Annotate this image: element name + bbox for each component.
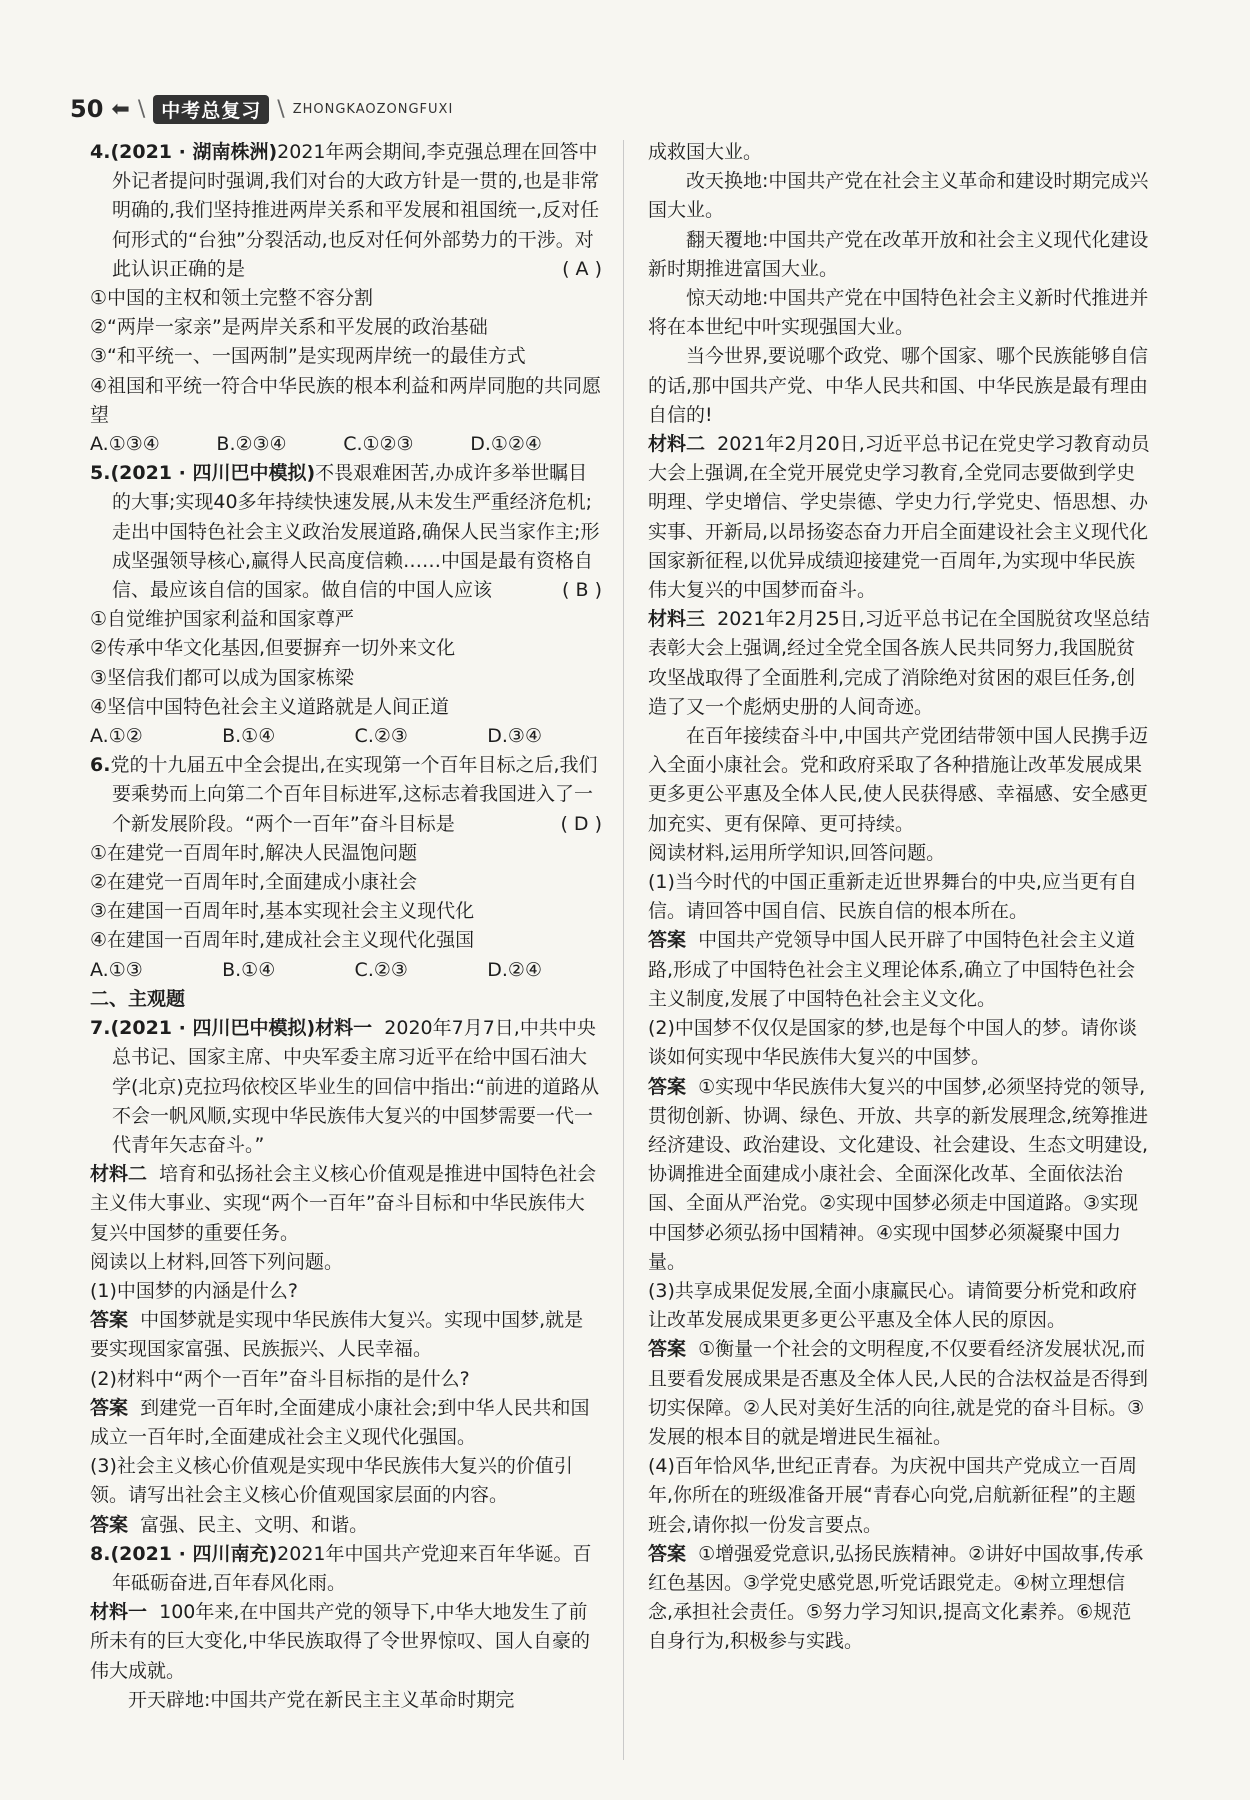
material-text: 开天辟地:中国共产党在新民主主义革命时期完 bbox=[128, 1688, 515, 1711]
page-number: 50 bbox=[70, 95, 104, 123]
option: ③“和平统一、一国两制”是实现两岸统一的最佳方式 bbox=[90, 345, 526, 368]
answer: 答案 ①增强爱党意识,弘扬民族精神。②讲好中国故事,传承红色基因。③学党史感党恩,听党话跟党走。④树立理想信念,承担社会责任。⑤努力学习知识,提高文化素养。⑥规范自身行为,积极参与实践。 bbox=[648, 1542, 1144, 1653]
question-6: 6.党的十九届五中全会提出,在实现第一个百年目标之后,我们要乘势而上向第二个百年目标进军,这标志着我国进入了一个新发展阶段。“两个一百年”奋斗目标是 ( D ) bbox=[90, 751, 602, 839]
answer: 答案 富强、民主、文明、和谐。 bbox=[90, 1513, 369, 1536]
question-7: 7.(2021 · 四川巴中模拟)材料一 2020年7月7日,中共中央总书记、国家主席、中央军委主席习近平在给中国石油大学(北京)克拉玛依校区毕业生的回信中指出:“前进的道路从不会一帆风顺,实现中华民族伟大复兴的中国梦需要一代一代青年矢志奋斗。” bbox=[90, 1017, 600, 1156]
page-header bbox=[70, 92, 453, 126]
sub-question: (3)共享成果促发展,全面小康赢民心。请简要分析党和政府让改革发展成果更多更公平惠及全体人民的原因。 bbox=[648, 1279, 1137, 1332]
sub-question: (2)中国梦不仅仅是国家的梦,也是每个中国人的梦。请你谈谈如何实现中华民族伟大复兴的中国梦。 bbox=[648, 1017, 1137, 1069]
material-3: 材料三 2021年2月25日,习近平总书记在全国脱贫攻坚总结表彰大会上强调,经过全党全国各族人民共同努力,我国脱贫攻坚战取得了全面胜利,完成了消除绝对贫困的艰巨任务,创造了又一个彪炳史册的人间奇迹。 bbox=[648, 608, 1150, 718]
section-heading: 二、主观题 bbox=[90, 987, 186, 1010]
column-divider bbox=[623, 140, 624, 1760]
right-column bbox=[648, 138, 1150, 1657]
answer-choice: ( A ) bbox=[562, 257, 602, 280]
prompt: 阅读材料,运用所学知识,回答问题。 bbox=[648, 841, 946, 864]
material-text: 成救国大业。 bbox=[648, 141, 763, 163]
question-8: 8.(2021 · 四川南充)2021年中国共产党迎来百年华诞。百年砥砺奋进,百年春风化雨。 bbox=[90, 1542, 592, 1594]
option: ①自觉维护国家利益和国家尊严 bbox=[90, 608, 355, 631]
answer-choice: ( B ) bbox=[562, 579, 602, 602]
sub-question: (1)中国梦的内涵是什么? bbox=[90, 1279, 298, 1302]
slash-divider: \ bbox=[277, 96, 285, 122]
sub-question: (1)当今时代的中国正重新走近世界舞台的中央,应当更有自信。请回答中国自信、民族自信的根本所在。 bbox=[648, 871, 1137, 923]
material-text: 当今世界,要说哪个政党、哪个国家、哪个民族能够自信的话,那中国共产党、中华人民共和国、中华民族是最有理由自信的! bbox=[648, 345, 1149, 426]
option: ③坚信我们都可以成为国家栋梁 bbox=[90, 666, 355, 689]
option: ②“两岸一家亲”是两岸关系和平发展的政治基础 bbox=[90, 316, 488, 339]
arrow-left-icon: ⬅ bbox=[111, 96, 130, 122]
sub-question: (3)社会主义核心价值观是实现中华民族伟大复兴的价值引领。请写出社会主义核心价值观国家层面的内容。 bbox=[90, 1455, 573, 1507]
material-text: 惊天动地:中国共产党在中国特色社会主义新时代推进并将在本世纪中叶实现强国大业。 bbox=[648, 287, 1149, 339]
option: ④在建国一百周年时,建成社会主义现代化强国 bbox=[90, 929, 475, 952]
option: ②传承中华文化基因,但要摒弃一切外来文化 bbox=[90, 637, 456, 660]
material-text: 在百年接续奋斗中,中国共产党团结带领中国人民携手迈入全面小康社会。党和政府采取了各种措施让改革发展成果更多更公平惠及全体人民,使人民获得感、幸福感、安全感更加充实、更有保障、更可持续。 bbox=[648, 725, 1149, 835]
question-4: 4.(2021 · 湖南株洲)2021年两会期间,李克强总理在回答中外记者提问时强调,我们对台的大政方针是一贯的,也是非常明确的,我们坚持推进两岸关系和平发展和祖国统一,反对任何形式的“台独”分裂活动,也反对任何外部势力的干涉。对此认识正确的是 ( A ) bbox=[90, 138, 602, 284]
sub-question: (4)百年恰风华,世纪正青春。为庆祝中国共产党成立一百周年,你所在的班级准备开展“青春心向党,启航新征程”的主题班会,请你拟一份发言要点。 bbox=[648, 1455, 1137, 1536]
left-column bbox=[90, 138, 602, 1715]
sub-question: (2)材料中“两个一百年”奋斗目标指的是什么? bbox=[90, 1367, 470, 1390]
slash-divider: \ bbox=[137, 96, 146, 122]
option: ②在建党一百周年时,全面建成小康社会 bbox=[90, 871, 418, 894]
answer: 答案 到建党一百年时,全面建成小康社会;到中华人民共和国成立一百年时,全面建成社会主义现代化强国。 bbox=[90, 1396, 590, 1448]
option: ④祖国和平统一符合中华民族的根本利益和两岸同胞的共同愿望 bbox=[90, 374, 602, 426]
answer: 答案 ①实现中华民族伟大复兴的中国梦,必须坚持党的领导,贯彻创新、协调、绿色、开放、共享的新发展理念,统筹推进经济建设、政治建设、文化建设、社会建设、生态文明建设,协调推进全面建成小康社会、全面深化改革、全面依法治国、全面从严治党。②实现中国梦必须走中国道路。③实现中国梦必须弘扬中国精神。④实现中国梦必须凝聚中国力量。 bbox=[648, 1075, 1149, 1273]
material-text: 改天换地:中国共产党在社会主义革命和建设时期完成兴国大业。 bbox=[648, 170, 1149, 222]
book-title: 中考总复习 bbox=[153, 95, 269, 124]
choices: A.①③④ B.②③④ C.①②③ D.①②④ bbox=[90, 433, 542, 456]
material-2: 材料二 培育和弘扬社会主义核心价值观是推进中国特色社会主义伟大事业、实现“两个一百年”奋斗目标和中华民族伟大复兴中国梦的重要任务。 bbox=[90, 1163, 597, 1244]
option: ③在建国一百周年时,基本实现社会主义现代化 bbox=[90, 900, 475, 923]
material-text: 翻天覆地:中国共产党在改革开放和社会主义现代化建设新时期推进富国大业。 bbox=[648, 228, 1149, 280]
question-5: 5.(2021 · 四川巴中模拟)不畏艰难困苦,办成许多举世瞩目的大事;实现40多年持续快速发展,从未发生严重经济危机;走出中国特色社会主义政治发展道路,确保人民当家作主;形成坚强领导核心,赢得人民高度信赖……中国是最有资格自信、最应该自信的国家。做自信的中国人应该 ( B ) bbox=[90, 459, 602, 605]
option: ④坚信中国特色社会主义道路就是人间正道 bbox=[90, 695, 450, 718]
material-1: 材料一 100年来,在中国共产党的领导下,中华大地发生了前所未有的巨大变化,中华民族取得了令世界惊叹、国人自豪的伟大成就。 bbox=[90, 1601, 591, 1682]
answer: 答案 中国梦就是实现中华民族伟大复兴。实现中国梦,就是要实现国家富强、民族振兴、人民幸福。 bbox=[90, 1309, 584, 1361]
book-title-pinyin: ZHONGKAOZONGFUXI bbox=[292, 101, 454, 117]
answer: 答案 ①衡量一个社会的文明程度,不仅要看经济发展状况,而且要看发展成果是否惠及全体人民,人民的合法权益是否得到切实保障。②人民对美好生活的向往,就是党的奋斗目标。③发展的根本目的就是增进民生福祉。 bbox=[648, 1338, 1149, 1448]
choices: A.①② B.①④ C.②③ D.③④ bbox=[90, 725, 542, 748]
answer-choice: ( D ) bbox=[560, 812, 602, 835]
choices: A.①③ B.①④ C.②③ D.②④ bbox=[90, 958, 542, 981]
answer: 答案 中国共产党领导中国人民开辟了中国特色社会主义道路,形成了中国特色社会主义理论体系,确立了中国特色社会主义制度,发展了中国特色社会主义文化。 bbox=[648, 929, 1136, 1010]
option: ①在建党一百周年时,解决人民温饱问题 bbox=[90, 841, 418, 864]
prompt: 阅读以上材料,回答下列问题。 bbox=[90, 1250, 344, 1273]
material-2: 材料二 2021年2月20日,习近平总书记在党史学习教育动员大会上强调,在全党开展党史学习教育,全党同志要做到学史明理、学史增信、学史崇德、学史力行,学党史、悟思想、办实事、开新局,以昂扬姿态奋力开启全面建设社会主义现代化国家新征程,以优异成绩迎接建党一百周年,为实现中华民族伟大复兴的中国梦而奋斗。 bbox=[648, 433, 1150, 602]
option: ①中国的主权和领土完整不容分割 bbox=[90, 287, 374, 310]
